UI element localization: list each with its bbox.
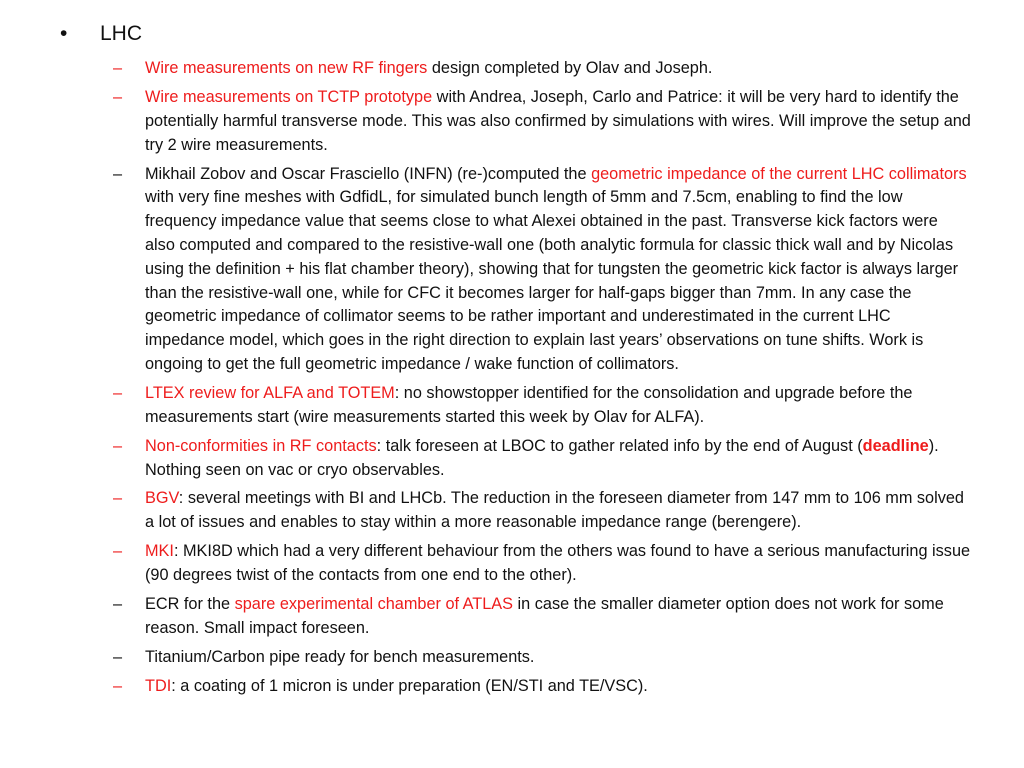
list-item [113, 487, 971, 535]
dash-bullet: – [113, 542, 123, 561]
list-item [113, 86, 971, 157]
body-text: : no showstopper identified for the consolidation and upgrade before the measurements start (wire measurements started this week by Olav for ALFA). [145, 383, 913, 426]
dash-bullet: – [113, 489, 123, 508]
dash-bullet: – [113, 164, 123, 183]
highlighted-text: deadline [862, 436, 929, 455]
body-text: : several meetings with BI and LHCb. The reduction in the foreseen diameter from 147 mm to 106 mm solved a lot of issues and enables to stay within a more reasonable impedance range (berengere). [145, 489, 964, 532]
dash-bullet: – [113, 59, 123, 77]
list-item [113, 435, 971, 483]
dash-bullet: – [113, 87, 123, 106]
list-item [113, 593, 971, 641]
body-text: ECR for the [145, 595, 235, 614]
body-text: with Andrea, Joseph, Carlo and Patrice: it will be very hard to identify the potentially harmful transverse mode. This was also confirmed by simulations with wires. Will improve the setup and try 2 wire measurements. [145, 87, 971, 154]
dash-bullet: – [113, 676, 123, 695]
highlighted-text: LTEX review for ALFA and TOTEM [145, 383, 395, 402]
body-text: Mikhail Zobov and Oscar Frasciello (INFN) (re-)computed the [145, 164, 592, 183]
highlighted-text: Wire measurements on TCTP prototype [145, 87, 433, 106]
list-item [113, 57, 971, 81]
dash-bullet: – [113, 647, 123, 666]
highlighted-text: BGV [145, 489, 179, 508]
highlighted-text: TDI [145, 676, 172, 695]
body-text: : MKI8D which had a very different behaviour from the others was found to have a serious manufacturing issue (90 degrees twist of the contacts from one end to the other). [145, 542, 971, 585]
list-item [113, 382, 971, 430]
body-text: with very fine meshes with GdfidL, for simulated bunch length of 5mm and 7.5cm, enabling to find the low frequency impedance value that seems close to what Alexei obtained in the past. Transverse kick factors were also computed and compared to the resistive-wall one (both analytic formula for classic thick wall and by Nicolas using the definition + his flat chamber theory), showing that for tungsten the geometric kick factor is always larger than the resistive-wall one, while for CFC it becomes larger for half-gaps bigger than 7mm. In any case the geometric impedance of collimator seems to be rather important and underestimated in the current LHC impedance model, which goes in the right direction to explain last years’ observations on tune shifts. Work is ongoing to get the full geometric impedance / wake function of collimators. [145, 188, 959, 373]
dash-bullet: – [113, 383, 123, 402]
list-item [113, 675, 971, 699]
highlighted-text: Non-conformities in RF contacts [145, 436, 377, 455]
body-text: : a coating of 1 micron is under preparation (EN/STI and TE/VSC). [171, 676, 648, 695]
list-item [113, 540, 971, 588]
highlighted-text: spare experimental chamber of ATLAS [234, 595, 514, 614]
dash-bullet: – [113, 436, 123, 455]
highlighted-text: Wire measurements on new RF fingers [145, 59, 428, 77]
list-item [113, 646, 971, 670]
body-text: Titanium/Carbon pipe ready for bench measurements. [145, 647, 535, 666]
body-text: design completed by Olav and Joseph. [427, 59, 713, 77]
top-level-bullet [60, 20, 142, 48]
highlighted-text: MKI [145, 542, 174, 561]
highlighted-text: geometric impedance of the current LHC collimators [591, 164, 967, 183]
dash-bullet: – [113, 595, 123, 614]
heading-label: LHC [100, 22, 143, 45]
body-text: ). Nothing seen on vac or cryo observables. [145, 436, 939, 479]
bullet-dot: • [60, 22, 68, 45]
sub-bullet-list [113, 57, 971, 704]
list-item [113, 163, 971, 377]
body-text: : talk foreseen at LBOC to gather related info by the end of August ( [376, 436, 863, 455]
body-text: in case the smaller diameter option does not work for some reason. Small impact foreseen. [145, 595, 944, 637]
